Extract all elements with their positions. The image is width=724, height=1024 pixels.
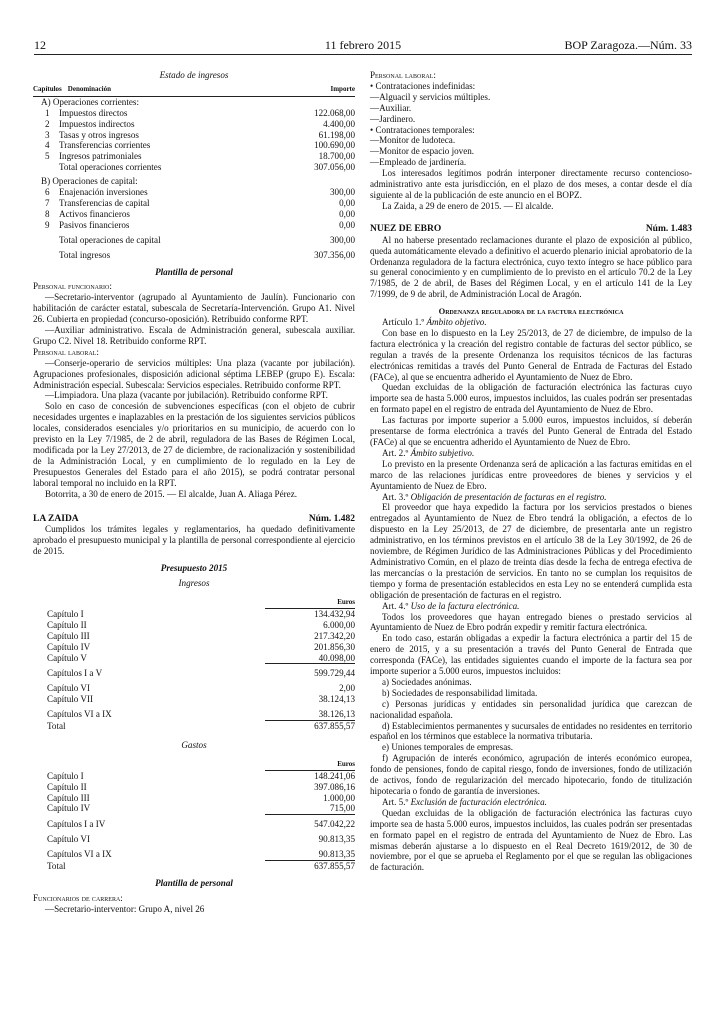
article-heading: Art. 5.º Exclusión de facturación electrónica. — [382, 796, 547, 807]
page-header — [34, 38, 692, 55]
budget-row: Capítulo IV 201.856,30 — [47, 641, 355, 652]
budget-row: Capítulo V 40.098,00 — [47, 652, 355, 663]
estado-row: 9 Pasivos financieros 0,00 — [45, 219, 355, 230]
ingresos-rows — [33, 609, 355, 732]
plantilla-title-1: Plantilla de personal — [155, 266, 233, 277]
recurso-para: Los interesados legítimos podrán interponer directamente recurso contencioso-administrativo ante esta jurisdicción, en el plazo de dos meses, a contar desde el día siguiente al de la publicación de este anuncio en el BOPZ. — [370, 168, 692, 200]
article-paragraph: d) Establecimientos permanentes y sucursales de entidades no residentes en territorio español en los términos que establece la normativa tributaria. — [370, 720, 692, 742]
estado-row: 5 Ingresos patrimoniales 18.700,00 — [45, 151, 355, 162]
plantilla-title-2: Plantilla de personal — [155, 878, 233, 888]
budget-row: Capítulo III 1.000,00 — [47, 792, 355, 803]
article-paragraph: f) Agrupación de interés económico, agrupación de interés económico europea, fondo de pensiones, fondo de capital riesgo, fondo de inversiones, fondo de utilización de activos, fondo de regularización del mercado hipotecario, fondo de titulización hipotecaria o fondo de garantía de inversiones. — [370, 753, 692, 796]
article-heading: Art. 4.º Uso de la factura electrónica. — [382, 600, 520, 611]
article-heading: Art. 3.º Obligación de presentación de facturas en el registro. — [382, 491, 607, 502]
personal-laboral-list — [370, 81, 692, 168]
estado-title: Estado de ingresos — [159, 70, 229, 80]
budget-row: Capítulo I 148.241,06 — [47, 770, 355, 781]
total-corrientes-row: Total operaciones corrientes 307.056,00 — [59, 162, 355, 173]
budget-row: Capítulo II 397.086,16 — [47, 781, 355, 792]
article-paragraph: a) Sociedades anónimas. — [382, 676, 472, 687]
budget-row: Capítulos I a IV 547.042,22 — [47, 819, 355, 830]
budget-row: Capítulos VI a IX 90.813,35 — [47, 849, 355, 860]
article-paragraph: En todo caso, estarán obligadas a expedir la factura electrónica a partir del 15 de enero de 2015, y a su presentación a través del Punto General de Entrada que corresponda (FACe), las entidades siguientes cuando el importe de la factura sea por importe superior a 5.000 euros, impuestos incluidos: — [370, 633, 692, 677]
fc-para-1: —Secretario-interventor: Grupo A, nivel 26 — [45, 903, 205, 914]
estado-row: 3 Tasas y otros ingresos 61.198,00 — [45, 129, 355, 140]
budget-row: Total 637.855,57 — [47, 861, 355, 872]
right-column — [370, 70, 692, 873]
zaida-intro: Cumplidos los trámites legales y reglamentarios, ha quedado definitivamente aprobado el presupuesto municipal y la plantilla de personal correspondiente al ejercicio de 2015. — [33, 524, 355, 557]
issue-date: 11 febrero 2015 — [324, 38, 402, 52]
bulletin-id: BOP Zaragoza.—Núm. 33 — [564, 38, 692, 52]
budget-row: Capítulo I 134.432,94 — [47, 608, 355, 619]
estado-rows-a — [33, 108, 355, 163]
article-paragraph: e) Uniones temporales de empresas. — [382, 742, 514, 753]
laboral-list-item: • Contrataciones temporales: — [370, 124, 475, 135]
ordenanza-title: Ordenanza reguladora de la factura electrónica — [438, 306, 624, 317]
total-capital-row: Total operaciones de capital 300,00 — [59, 234, 355, 245]
estado-rows-b — [33, 187, 355, 231]
budget-row: Capítulos VI a IX 38.126,13 — [47, 709, 355, 720]
pl-para-1: —Conserje-operario de servicios múltiples: Una plaza (vacante por jubilación). Agrupaciones profesionales, disposición adicional séptima LEBEP (grupo E). Escala: Administración especial. Subescala: Servicios especiales. Retribuido conforme RPT. — [33, 357, 355, 390]
estado-row: 6 Enajenación inversiones 300,00 — [45, 187, 355, 198]
laboral-list-item: —Empleado de jardinería. — [370, 157, 467, 168]
ops-capital-label: B) Operaciones de capital: — [41, 176, 138, 187]
budget-row: Capítulo IV 715,00 — [47, 803, 355, 814]
budget-row: Capítulo VI 90.813,35 — [47, 834, 355, 845]
pf-para-1: —Secretario-interventor (agrupado al Ayuntamiento de Jaulín). Funcionario con habilitación de carácter estatal, subescala de Secretaría-Intervención. Grupo A1. Nivel 26. Cubierta en propiedad (concurso-oposición). Retribuido conforme RPT. — [33, 292, 355, 325]
budget-row: Capítulo VI 2,00 — [47, 683, 355, 694]
budget-row: Capítulo VII 38.124,13 — [47, 694, 355, 705]
laboral-list-item: —Monitor de ludoteca. — [370, 135, 456, 146]
left-column — [33, 70, 355, 915]
laboral-list-item: —Alguacil y servicios múltiples. — [370, 91, 491, 102]
article-paragraph: Quedan excluidas de la obligación de facturación electrónica las facturas cuyo importe sea de hasta 5.000 euros, impuestos incluidos, las cuales podrán ser presentadas en formato papel en el registro de entrada del Ayuntamiento de Nuez de Ebro. Las mismas deberán ajustarse a lo dispuesto en el Real Decreto 1619/2012, de 30 de noviembre, por el que se aprueba el Reglamento por el que se regulan las obligaciones de facturación. — [370, 807, 692, 873]
article-paragraph: El proveedor que haya expedido la factura por los servicios prestados o bienes entregados al Ayuntamiento de Nuez de Ebro tendrá la obligación, a efectos de lo dispuesto en la Ley 25/2013, de 27 de diciembre, de presentarla ante un registro administrativo, en los términos previstos en el artículo 38 de la Ley 30/1992, de 26 de noviembre, de Régimen Jurídico de las Administraciones Públicas y del Procedimiento Administrativo Común, en el plazo de treinta días desde la fecha de entrega efectiva de las mercancías o la prestación de servicios. En tanto no se cumplan los requisitos de tiempo y forma de presentación establecidos en esta Ley no se entenderá cumplida esta obligación de presentación de facturas en el registro. — [370, 502, 692, 600]
laboral-list-item: —Auxiliar. — [370, 102, 412, 113]
article-paragraph: Todos los proveedores que hayan entregado bienes o prestado servicios al Ayuntamiento de Nuez de Ebro podrán expedir y remitir factura electrónica. — [370, 611, 692, 633]
pf-para-2: —Auxiliar administrativo. Escala de Administración general, subescala auxiliar. Grupo C2. Nivel 18. Retribuido conforme RPT. — [33, 325, 355, 346]
article-heading: Artículo 1.º Ámbito objetivo. — [382, 317, 487, 328]
estado-table-header: Capítulos Denominación Importe — [33, 84, 355, 97]
estado-row: 2 Impuestos indirectos 4.400,00 — [45, 118, 355, 129]
signature-botorrita: Botorrita, a 30 de enero de 2015. — El alcalde, Juan A. Aliaga Pérez. — [45, 488, 298, 499]
estado-row: 7 Transferencias de capital 0,00 — [45, 197, 355, 208]
budget-row: Capítulos I a V 599.729,44 — [47, 668, 355, 679]
ops-corrientes-label: A) Operaciones corrientes: — [41, 96, 139, 107]
ingresos-subtitle: Ingresos — [178, 578, 210, 589]
article-paragraph: b) Sociedades de responsabilidad limitada. — [382, 687, 538, 698]
article-paragraph: c) Personas jurídicas y entidades sin personalidad jurídica que carezcan de nacionalidad española. — [370, 698, 692, 720]
la-zaida-heading: LA ZAIDA Núm. 1.482 — [33, 513, 355, 524]
gastos-rows — [33, 771, 355, 872]
gastos-subtitle: Gastos — [181, 739, 207, 750]
personal-funcionario-label: Personal funcionario: — [33, 281, 112, 292]
euros-header-2: Euros — [33, 759, 355, 771]
pl-para-3: Solo en caso de concesión de subvenciones específicas (con el objeto de cubrir necesidades urgentes e inaplazables en la prestación de los siguientes servicios públicos locales, considerados esenciales y/o prioritarios en su municipio, de acuerdo con lo previsto en la Ley 7/1985, de 2 de abril, reguladora de las Bases de Régimen Local, modificada por la Ley 27/2013, de 27 de diciembre, de racionalización y sostenibilidad de la Administración Local, y en cumplimiento de lo regulado en la Ley de Presupuestos Generales del Estado para el año 2015), se podrá contratar personal laboral temporal no incluido en la RPT. — [33, 401, 355, 488]
ordenanza-body — [370, 317, 692, 873]
personal-laboral-label-r: Personal laboral: — [370, 70, 436, 80]
laboral-list-item: —Jardinero. — [370, 113, 416, 124]
laboral-list-item: —Monitor de espacio joven. — [370, 146, 475, 157]
pl-para-2: —Limpiadora. Una plaza (vacante por jubilación). Retribuido conforme RPT. — [45, 390, 328, 401]
estado-row: 1 Impuestos directos 122.068,00 — [45, 107, 355, 118]
funcionarios-carrera-label: Funcionarios de carrera: — [33, 892, 123, 903]
budget-row: Capítulo III 217.342,20 — [47, 630, 355, 641]
article-paragraph: Las facturas por importe superior a 5.000 euros, impuestos incluidos, sí deberán presentarse de forma electrónica a través del Punto General de Entrada del Estado (FACe) al que se encuentra adherido el Ayuntamiento de Nuez de Ebro. — [370, 415, 692, 447]
budget-row: Total 637.855,57 — [47, 721, 355, 732]
total-ingresos-row: Total ingresos 307.356,00 — [59, 249, 355, 260]
budget-row: Capítulo II 6.000,00 — [47, 619, 355, 630]
page-number: 12 — [34, 38, 46, 52]
nuez-heading: NUEZ DE EBRO Núm. 1.483 — [370, 223, 692, 234]
presupuesto-title: Presupuesto 2015 — [160, 563, 228, 574]
article-paragraph: Lo previsto en la presente Ordenanza será de aplicación a las facturas emitidas en el marco de las relaciones jurídicas entre proveedores de bienes y servicios y el Ayuntamiento de Nuez de Ebro. — [370, 458, 692, 491]
euros-header-1: Euros — [33, 597, 355, 609]
nuez-intro: Al no haberse presentado reclamaciones durante el plazo de exposición al público, queda automáticamente elevado a definitivo el acuerdo plenario inicial aprobatorio de la Ordenanza reguladora de la factura electrónica, cuyo texto íntegro se hace público para su general conocimiento y en cumplimiento de lo previsto en el artículo 70.2 de la Ley 7/1985, de 2 de abril, de Bases del Régimen Local, y en el artículo 141 de la Ley 7/1999, de 9 de abril, de Administración Local de Aragón. — [370, 234, 692, 300]
article-paragraph: Con base en lo dispuesto en la Ley 25/2013, de 27 de diciembre, de impulso de la factura electrónica y la creación del registro contable de facturas del sector público, se regulan a través de la presente Ordenanza los requisitos técnicos de las facturas electrónicas remitidas a través del Punto General de Entrada de Facturas del Estado (FACe), al que se encuentra adherido el Ayuntamiento de Nuez de Ebro. — [370, 327, 692, 382]
estado-row: 4 Transferencias corrientes 100.690,00 — [45, 140, 355, 151]
laboral-list-item: • Contrataciones indefinidas: — [370, 80, 476, 91]
personal-laboral-label: Personal laboral: — [33, 346, 99, 357]
estado-row: 8 Activos financieros 0,00 — [45, 208, 355, 219]
article-heading: Art. 2.º Ámbito subjetivo. — [382, 447, 475, 458]
article-paragraph: Quedan excluidas de la obligación de facturación electrónica las facturas cuyo importe sea de hasta 5.000 euros, impuestos incluidos, las cuales podrán ser presentadas en formato papel en el registro de entrada del Ayuntamiento de Nuez de Ebro. — [370, 382, 692, 415]
signature-la-zaida: La Zaida, a 29 de enero de 2015. — El alcalde. — [382, 200, 554, 211]
